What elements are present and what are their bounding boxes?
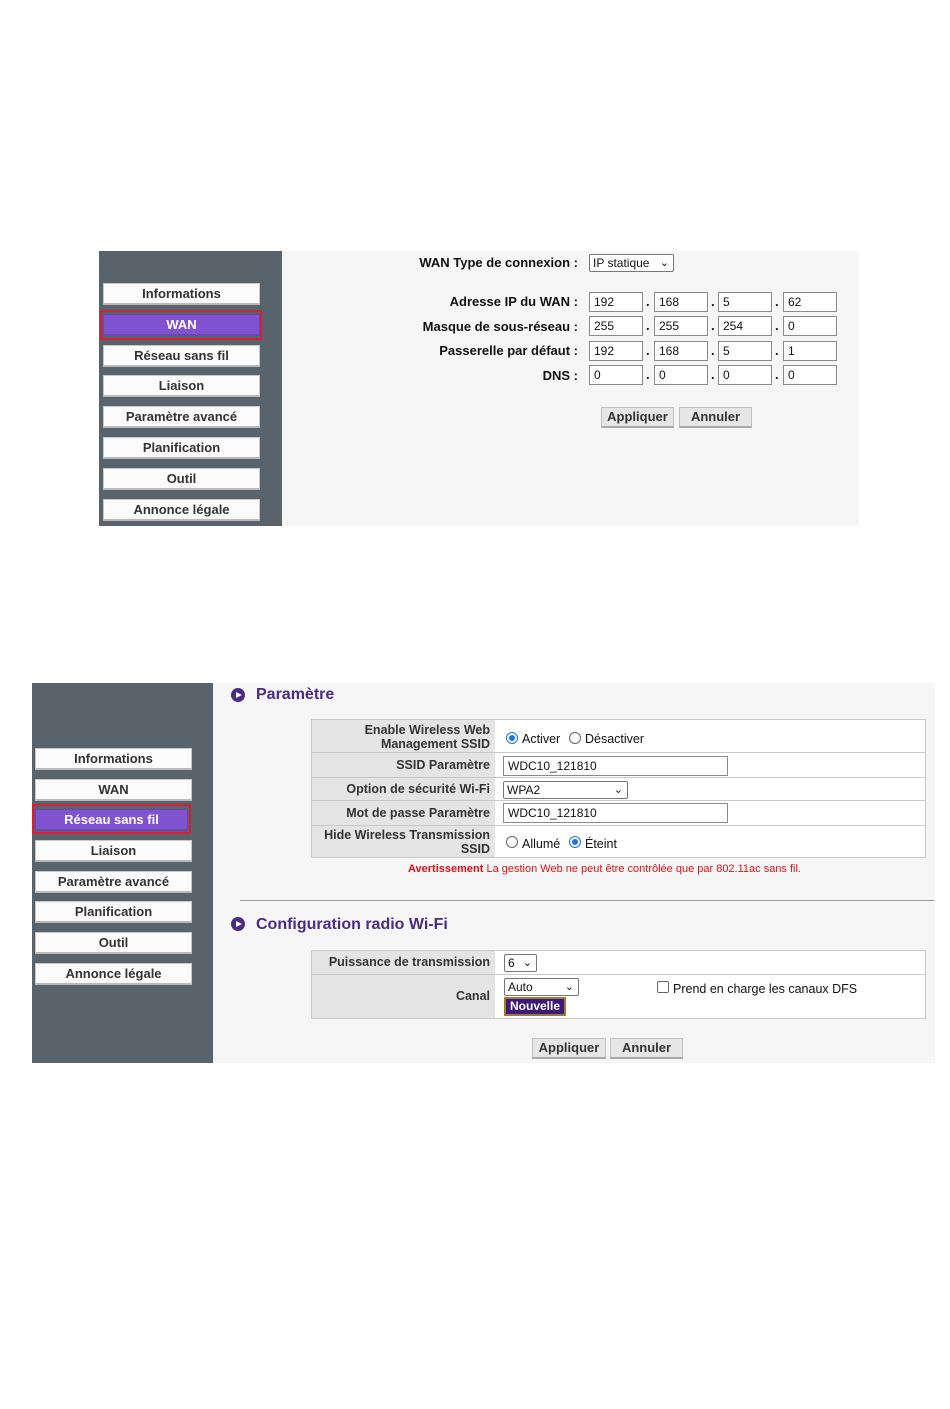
wan-ip-label: Adresse IP du WAN :: [449, 294, 578, 309]
nav-liaison[interactable]: Liaison: [103, 375, 260, 397]
gateway-label: Passerelle par défaut :: [439, 343, 578, 358]
section-title-parametre: Paramètre: [256, 686, 335, 703]
chevron-down-icon: ⌄: [659, 257, 669, 269]
nav-planification[interactable]: Planification: [103, 437, 260, 459]
power-value: 6: [508, 956, 515, 970]
gateway-octet-2[interactable]: 168: [654, 341, 708, 361]
nav-parametre-avance[interactable]: Paramètre avancé: [35, 871, 192, 893]
dot-separator: .: [646, 318, 650, 333]
channel-select[interactable]: [504, 978, 579, 996]
enable-ssid-label-line2: Management SSID: [380, 737, 490, 751]
dns-octet-3[interactable]: 0: [718, 365, 772, 385]
nav-liaison[interactable]: Liaison: [35, 840, 192, 862]
dot-separator: .: [711, 294, 715, 309]
connection-type-value: IP statique: [593, 256, 650, 270]
chevron-down-icon: ⌄: [564, 981, 574, 993]
warning-strong: Avertissement: [408, 863, 484, 875]
dot-separator: .: [646, 343, 650, 358]
dns-octet-4[interactable]: 0: [783, 365, 837, 385]
deactivate-radio[interactable]: [569, 732, 581, 744]
hide-ssid-label-line2: SSID: [460, 842, 490, 856]
chevron-down-icon: ⌄: [522, 957, 532, 969]
warning-message: La gestion Web ne peut être contrôlée que par 802.11ac sans fil.: [483, 863, 801, 875]
wireless-apply-button[interactable]: Appliquer: [532, 1038, 606, 1059]
off-label: Éteint: [585, 837, 617, 851]
nav-outil[interactable]: Outil: [103, 468, 260, 490]
dns-octet-1[interactable]: 0: [589, 365, 643, 385]
channel-label: Canal: [312, 975, 495, 1018]
dfs-checkbox[interactable]: [657, 981, 669, 993]
nav-reseau-sans-fil[interactable]: Réseau sans fil: [103, 345, 260, 367]
subnet-mask-label: Masque de sous-réseau :: [422, 319, 578, 334]
dns-octet-2[interactable]: 0: [654, 365, 708, 385]
wan-cancel-button[interactable]: Annuler: [679, 407, 752, 428]
nav-informations[interactable]: Informations: [103, 283, 260, 305]
nav-wan[interactable]: WAN: [103, 314, 260, 336]
dot-separator: .: [711, 343, 715, 358]
connection-type-select[interactable]: [589, 254, 674, 272]
section-divider: [240, 900, 934, 901]
warning-text: [408, 863, 801, 875]
nav-annonce-legale[interactable]: Annonce légale: [103, 499, 260, 521]
on-label: Allumé: [522, 837, 561, 851]
bullet-play-icon: [231, 688, 245, 702]
power-select[interactable]: [504, 954, 537, 972]
dot-separator: .: [775, 294, 779, 309]
power-label: Puissance de transmission: [312, 951, 495, 974]
password-label: Mot de passe Paramètre: [312, 801, 495, 825]
activate-radio[interactable]: [506, 732, 518, 744]
dns-label: DNS :: [542, 368, 578, 383]
security-label: Option de sécurité Wi-Fi: [312, 778, 495, 800]
gateway-octet-1[interactable]: 192: [589, 341, 643, 361]
dfs-label: Prend en charge les canaux DFS: [673, 982, 858, 996]
wan-ip-octet-1[interactable]: 192: [589, 292, 643, 312]
dot-separator: .: [646, 294, 650, 309]
security-value: WPA2: [507, 783, 541, 797]
subnet-octet-4[interactable]: 0: [783, 316, 837, 336]
bullet-play-icon: [231, 917, 245, 931]
wan-ip-octet-4[interactable]: 62: [783, 292, 837, 312]
dot-separator: .: [711, 318, 715, 333]
dot-separator: .: [775, 343, 779, 358]
enable-ssid-label: [312, 720, 495, 752]
nav-outil[interactable]: Outil: [35, 932, 192, 954]
ssid-input[interactable]: WDC10_121810: [503, 756, 728, 776]
dot-separator: .: [775, 318, 779, 333]
deactivate-label: Désactiver: [585, 732, 645, 746]
nav-parametre-avance[interactable]: Paramètre avancé: [103, 406, 260, 428]
wan-apply-button[interactable]: Appliquer: [601, 407, 674, 428]
new-badge: Nouvelle: [504, 997, 566, 1016]
nav-annonce-legale[interactable]: Annonce légale: [35, 963, 192, 985]
subnet-octet-1[interactable]: 255: [589, 316, 643, 336]
dot-separator: .: [646, 367, 650, 382]
wan-ip-octet-3[interactable]: 5: [718, 292, 772, 312]
nav-informations[interactable]: Informations: [35, 748, 192, 770]
wireless-cancel-button[interactable]: Annuler: [610, 1038, 683, 1059]
on-radio[interactable]: [506, 836, 518, 848]
password-input[interactable]: WDC10_121810: [503, 803, 728, 823]
nav-planification[interactable]: Planification: [35, 901, 192, 923]
off-radio[interactable]: [569, 836, 581, 848]
subnet-octet-3[interactable]: 254: [718, 316, 772, 336]
ssid-label: SSID Paramètre: [312, 753, 495, 777]
dot-separator: .: [711, 367, 715, 382]
channel-value: Auto: [508, 980, 533, 994]
activate-label: Activer: [522, 732, 561, 746]
chevron-down-icon: ⌄: [613, 784, 623, 796]
hide-ssid-label: [312, 826, 495, 857]
security-select[interactable]: [503, 781, 628, 799]
section-title-radio: Configuration radio Wi-Fi: [256, 916, 448, 933]
enable-ssid-label-line1: Enable Wireless Web: [364, 723, 490, 737]
connection-type-label: WAN Type de connexion :: [419, 255, 578, 270]
wan-ip-octet-2[interactable]: 168: [654, 292, 708, 312]
hide-ssid-label-line1: Hide Wireless Transmission: [324, 828, 490, 842]
nav-reseau-sans-fil[interactable]: Réseau sans fil: [35, 809, 188, 831]
subnet-octet-2[interactable]: 255: [654, 316, 708, 336]
gateway-octet-3[interactable]: 5: [718, 341, 772, 361]
dot-separator: .: [775, 367, 779, 382]
nav-wan[interactable]: WAN: [35, 779, 192, 801]
gateway-octet-4[interactable]: 1: [783, 341, 837, 361]
